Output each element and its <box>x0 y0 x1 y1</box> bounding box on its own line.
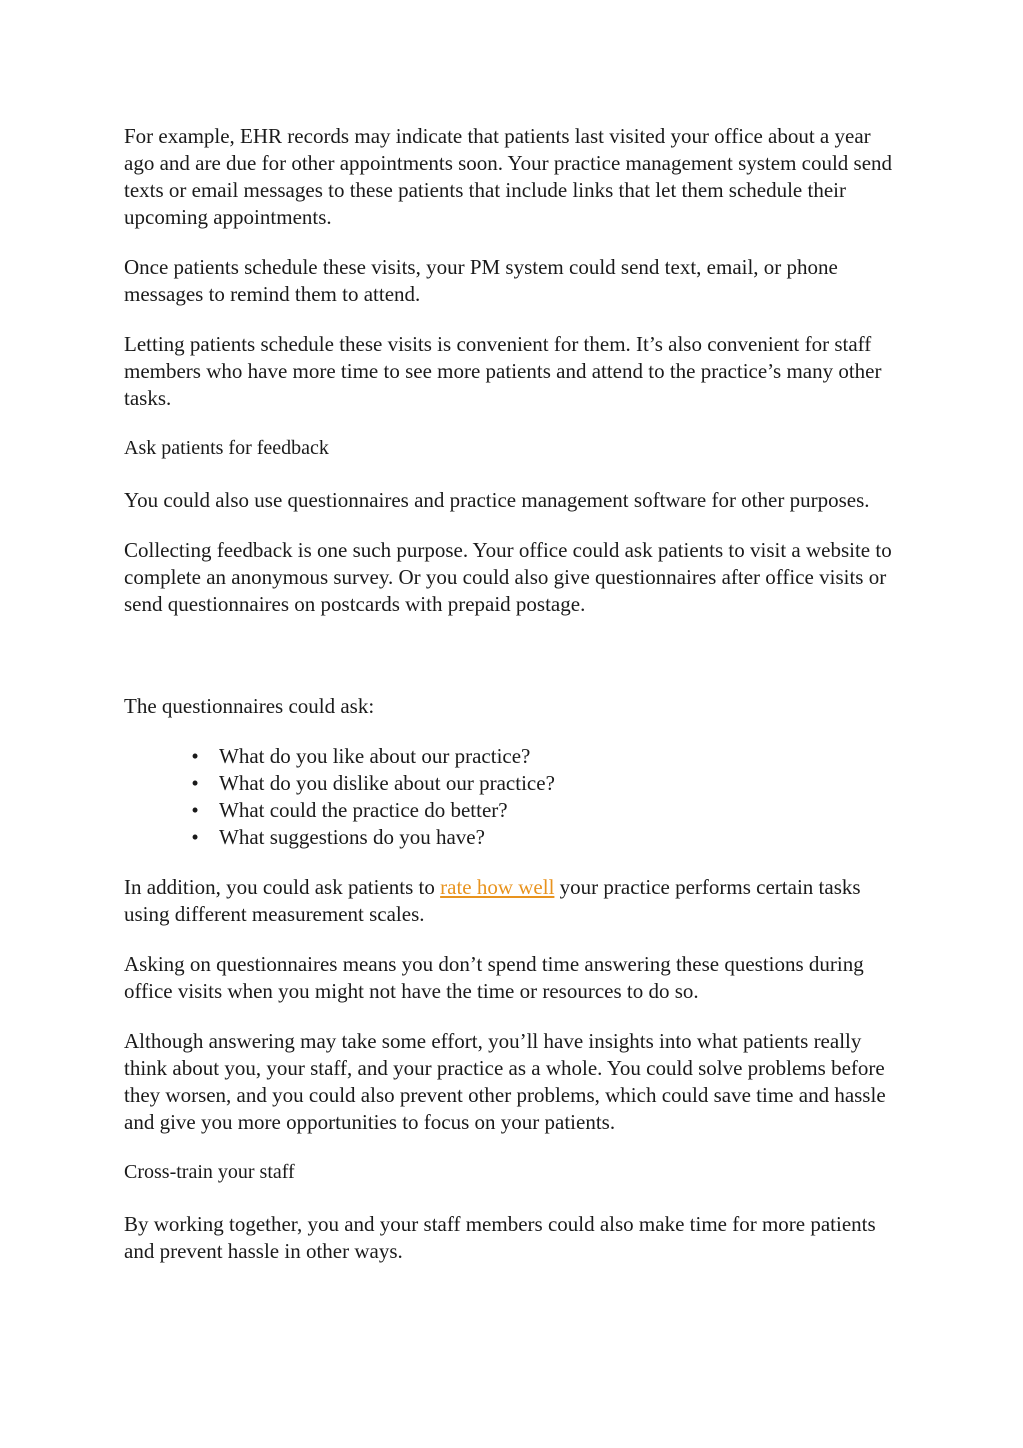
paragraph-questionnaire-intro: The questionnaires could ask: <box>124 694 375 718</box>
paragraph-collecting-feedback: Collecting feedback is one such purpose. Your office could ask patients to visit a website to complete an anonymous survey. Or you could also give questionnaires after office visits or send questionnaires on postcards with prepaid postage. <box>124 538 892 616</box>
list-item-text: What could the practice do better? <box>219 798 508 822</box>
rate-text-before: In addition, you could ask patients to <box>124 875 441 899</box>
list-item-text: What do you dislike about our practice? <box>219 771 555 795</box>
paragraph-asking-questionnaires: Asking on questionnaires means you don’t spend time answering these questions during office visits when you might not have the time or resources to do so. <box>124 952 864 1003</box>
list-item-text: What suggestions do you have? <box>219 825 485 849</box>
bullet-icon: • <box>191 798 199 822</box>
heading-ask-feedback: Ask patients for feedback <box>124 437 329 459</box>
list-item-text: What do you like about our practice? <box>219 744 531 768</box>
list-item <box>191 797 894 824</box>
paragraph-rate-scales <box>124 874 894 928</box>
blank-space <box>124 641 894 693</box>
paragraph-working-together: By working together, you and your staff members could also make time for more patients and prevent hassle in other ways. <box>124 1212 876 1263</box>
paragraph-ehr-example: For example, EHR records may indicate that patients last visited your office about a year ago and are due for other appointments soon. Your practice management system could send texts or email messages to these patients that include links that let them schedule their upcoming appointments. <box>124 124 893 229</box>
rate-how-well-link[interactable]: rate how well <box>440 875 555 899</box>
document-page <box>124 123 894 1288</box>
paragraph-reminders: Once patients schedule these visits, your PM system could send text, email, or phone messages to remind them to attend. <box>124 255 838 306</box>
list-item <box>191 770 894 797</box>
list-item <box>191 824 894 851</box>
paragraph-convenience: Letting patients schedule these visits is convenient for them. It’s also convenient for staff members who have more time to see more patients and attend to the practice’s many other tasks. <box>124 332 882 410</box>
questions-list <box>124 743 894 851</box>
paragraph-questionnaires-purposes: You could also use questionnaires and practice management software for other purposes. <box>124 488 870 512</box>
rate-text-after: your practice performs certain tasks using different measurement scales. <box>124 875 861 926</box>
bullet-icon: • <box>191 825 199 849</box>
paragraph-insights: Although answering may take some effort, you’ll have insights into what patients really think about you, your staff, and your practice as a whole. You could solve problems before they worsen, and you could also prevent other problems, which could save time and hassle and give you more opportunities to focus on your patients. <box>124 1029 886 1134</box>
bullet-icon: • <box>191 744 199 768</box>
list-item <box>191 743 894 770</box>
heading-cross-train: Cross-train your staff <box>124 1161 295 1183</box>
bullet-icon: • <box>191 771 199 795</box>
